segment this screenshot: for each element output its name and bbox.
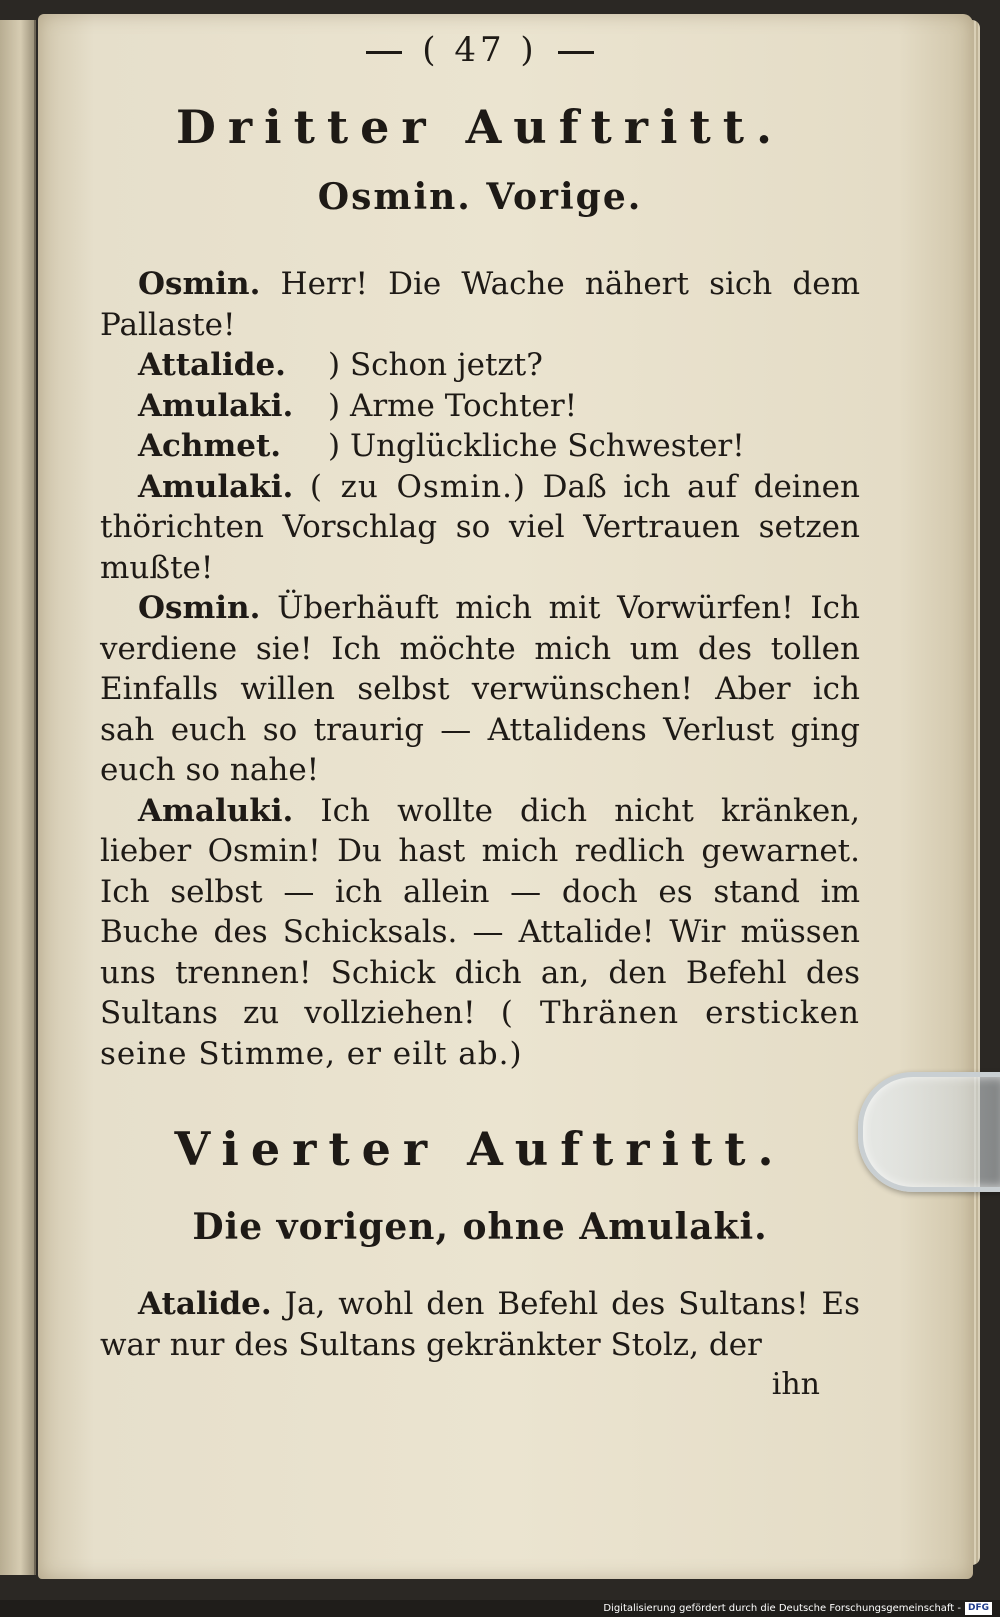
speaker-name: Osmin. <box>138 266 261 302</box>
dialogue-text: ) Schon jetzt? <box>328 347 543 383</box>
scene-cast: Die vorigen, ohne Amulaki. <box>192 1206 768 1248</box>
dialogue-line <box>100 386 860 427</box>
scene-cast: Osmin. Vorige. <box>317 176 643 218</box>
dialogue-text: ) Arme Tochter! <box>328 387 578 424</box>
dialogue-line <box>100 345 860 386</box>
stage-direction: ( Thränen ersticken seine Stimme, er eilt ab.) <box>100 995 860 1072</box>
digitization-footer <box>603 1600 992 1617</box>
facing-page-edge <box>0 20 36 1575</box>
dialogue-line <box>100 588 860 791</box>
catchword: ihn <box>771 1367 820 1402</box>
speaker-name: Amaluki. <box>138 792 294 829</box>
page-clip <box>858 1072 1000 1192</box>
page-number: ( 47 ) <box>422 30 538 70</box>
speaker-name: Attalide. <box>138 347 286 383</box>
page-text <box>100 30 860 1402</box>
stage-direction: ( zu Osmin.) <box>309 468 527 505</box>
dialogue-line <box>100 264 860 345</box>
right-dash <box>558 51 594 54</box>
dialogue-text: ) Unglückliche Schwester! <box>328 428 745 464</box>
dialogue-text: Daß ich auf deinen thörichten Vorschlag so viel Vertrauen setzen mußte! <box>100 468 860 586</box>
dialogue-text: Ja, wohl den Befehl des Sultans! Es war nur des Sultans gekränkter Stolz, der <box>100 1286 860 1363</box>
dialogue-line <box>100 426 860 467</box>
page-number-line <box>100 30 860 70</box>
scene-heading: Dritter Auftritt. <box>175 100 784 154</box>
dialogue-text: Herr! Die Wache nähert sich dem Pallaste! <box>100 266 860 343</box>
dialogue-line <box>100 467 860 589</box>
left-dash <box>366 51 402 54</box>
footer-text: Digitalisierung gefördert durch die Deutsche Forschungsgemeinschaft - <box>603 1603 961 1614</box>
speaker-name: Atalide. <box>138 1286 272 1322</box>
dialogue-text: Ich wollte dich nicht kränken, lieber Osmin! Du hast mich redlich gewarnet. Ich selbst — ich allein — doch es stand im Buche des Schicksals. — Attalide! Wir müssen uns trennen! Schick dich an, den Befehl des Sultans zu vollziehen! <box>100 792 860 1031</box>
dfg-logo: DFG <box>965 1602 992 1615</box>
speaker-name: Amulaki. <box>138 387 294 424</box>
speaker-name: Achmet. <box>138 428 282 464</box>
speaker-name: Osmin. <box>138 590 261 626</box>
dialogue-line <box>100 1284 860 1365</box>
dialogue-text: Überhäuft mich mit Vorwürfen! Ich verdiene sie! Ich möchte mich um des tollen Einfalls willen selbst verwünschen! Aber ich sah euch so traurig — Attalidens Verlust ging euch so nahe! <box>100 590 860 788</box>
speaker-name: Amulaki. <box>138 468 294 505</box>
dialogue-line <box>100 791 860 1075</box>
scene-heading: Vierter Auftritt. <box>174 1122 786 1176</box>
